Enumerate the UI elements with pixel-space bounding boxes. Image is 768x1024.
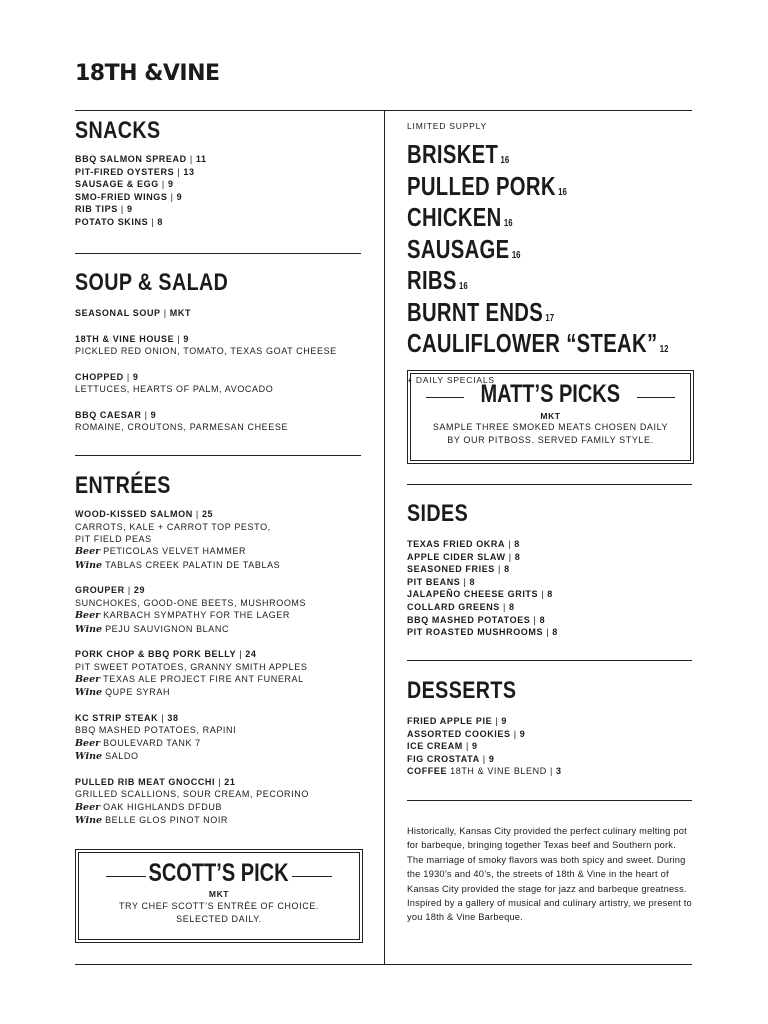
side-item [407,614,697,627]
side-item-price: 8 [552,627,558,638]
soup-salad-item-price: 9 [183,333,189,344]
beer-label: Beer [75,546,101,558]
entree-item-separator: | [124,585,134,596]
soup-salad-item-separator: | [160,308,170,318]
dessert-item-separator: | [546,766,556,777]
beer-name: PETICOLAS VELVET HAMMER [103,546,247,557]
side-item-separator: | [499,601,510,612]
soup-salad-item-separator: | [141,409,151,420]
side-item-name: BBQ MASHED POTATOES [407,614,531,625]
beer-label: Beer [75,801,101,813]
entree-item-name: GROUPER [75,585,125,596]
dessert-item-name: FIG CROSTATA [407,753,480,764]
side-item-price: 8 [469,576,476,587]
entree-item-price: 21 [224,776,236,787]
scotts-pick-line-2: SELECTED DAILY. [176,914,262,924]
soup-salad-block [75,409,365,434]
entree-item-name: WOOD-KISSED SALMON [75,509,193,519]
soup-salad-description: LETTUCES, HEARTS OF PALM, AVOCADO [75,384,274,395]
soup-salad-item-separator: | [174,333,184,344]
soup-salad-block [75,371,365,396]
matts-picks-box [407,370,694,464]
wine-name: QUPE SYRAH [105,687,171,698]
snack-item-price: 9 [176,191,183,202]
meat-item [407,139,633,174]
soup-salad-item-name: CHOPPED [75,371,124,382]
side-item-price: 8 [504,564,510,575]
entrees-list [75,508,365,827]
snack-item-price: 9 [167,179,174,190]
entree-block [75,584,365,636]
entree-description-2: PIT FIELD PEAS [75,534,152,544]
entree-block [75,508,365,572]
soup-salad-list [75,307,365,434]
entree-item-separator: | [236,649,246,660]
entree-item [75,776,365,789]
snack-item-name: BBQ SALMON SPREAD [75,154,187,164]
wine-name: PEJU SAUVIGNON BLANC [105,623,230,634]
entree-item [75,648,365,661]
entrees-section [75,472,365,839]
beer-name: OAK HIGHLANDS DFDUB [103,801,223,812]
entree-beer-pairing [75,673,365,686]
dessert-item-price: 9 [519,728,526,739]
entree-wine-pairing [75,559,365,572]
dessert-item [407,753,697,766]
soup-salad-item [75,333,365,346]
side-item-name: APPLE CIDER SLAW [407,551,506,562]
dessert-item-separator: | [479,753,489,764]
dessert-item-separator: | [492,716,502,726]
restaurant-logo: 18TH &VINE [75,61,220,86]
meat-item-price: 16 [500,155,510,166]
snack-item-name: RIB TIPS [75,204,118,215]
meat-item-name: BRISKET [407,139,499,169]
entree-item-name: PULLED RIB MEAT GNOCCHI [75,776,216,787]
snack-item-price: 9 [126,204,133,215]
side-item [407,626,697,639]
dessert-item-price: 9 [488,753,495,764]
dessert-item-separator: | [462,741,473,752]
snack-item [75,216,365,229]
side-item-price: 8 [539,614,546,625]
side-item-name: SEASONED FRIES [407,564,495,575]
desserts-title: DESSERTS [407,677,517,704]
meat-item [407,233,633,269]
wine-label: Wine [75,815,103,827]
side-item-price: 8 [509,601,515,612]
soup-salad-title: SOUP & SALAD [75,269,229,296]
meat-item-price: 16 [503,218,513,229]
entree-item-separator: | [192,509,202,519]
snack-item [75,203,365,216]
desserts-list [407,715,697,778]
divider-sides [407,660,692,661]
wine-label: Wine [75,687,103,699]
entree-description: SUNCHOKES, GOOD-ONE BEETS, MUSHROOMS [75,597,307,608]
entree-beer-pairing [75,801,365,814]
beer-label: Beer [75,737,101,749]
beer-name: TEXAS ALE PROJECT FIRE ANT FUNERAL [103,674,304,685]
soup-salad-block [75,333,365,358]
entree-description: CARROTS, KALE + CARROT TOP PESTO, [75,521,271,532]
dessert-item-name: ASSORTED COOKIES [407,728,511,739]
soup-salad-item-name: SEASONAL SOUP [75,308,161,318]
side-item-name: PIT ROASTED MUSHROOMS [407,627,544,638]
beer-name: BOULEVARD TANK 7 [103,737,201,748]
entree-wine-pairing [75,623,365,636]
scotts-pick-price: MKT [208,889,230,899]
dessert-item-note: 18TH & VINE BLEND [450,766,547,777]
dessert-item-separator: | [510,728,520,739]
soup-salad-description: ROMAINE, CROUTONS, PARMESAN CHEESE [75,422,289,433]
soup-salad-item [75,409,365,422]
entree-beer-pairing [75,609,365,622]
soup-salad-item-price: 9 [132,371,139,382]
meat-item [407,328,669,363]
side-item-separator: | [505,539,515,549]
column-divider [384,110,385,964]
wine-name: TABLAS CREEK PALATIN DE TABLAS [105,559,281,570]
entree-wine-pairing [75,750,365,763]
snacks-list [75,153,365,229]
side-item-price: 8 [514,551,521,562]
dessert-item-name: ICE CREAM [407,741,463,752]
beer-name: KARBACH SYMPATHY FOR THE LAGER [103,610,290,621]
entree-block [75,712,365,764]
entree-description: BBQ MASHED POTATOES, RAPINI [75,725,237,736]
meat-item-price: 16 [511,249,521,261]
dessert-item [407,740,697,753]
snack-item-price: 8 [157,216,163,227]
meat-item-name: BURNT ENDS [407,296,544,327]
meat-item-price: 12 [659,344,669,355]
dessert-item [407,728,697,741]
entree-item-price: 24 [245,649,257,660]
snack-item-price: 11 [195,154,207,164]
dessert-item [407,765,697,778]
snack-item-separator: | [117,204,127,215]
meat-item [407,265,633,300]
entree-block [75,648,365,700]
meat-list [407,139,697,363]
side-item-price: 8 [514,539,520,549]
entree-description: PIT SWEET POTATOES, GRANNY SMITH APPLES [75,661,308,672]
dessert-item-price: 9 [501,716,507,726]
meat-item-name: CAULIFLOWER “STEAK” [407,328,658,358]
side-item [407,563,697,576]
entree-item-separator: | [158,712,168,723]
meat-item-name: PULLED PORK [407,170,556,201]
entree-item [75,508,365,521]
side-item-separator: | [494,564,505,575]
meat-item-name: SAUSAGE [407,233,510,264]
entree-item [75,712,365,725]
dessert-item-name: FRIED APPLE PIE [407,716,493,726]
snack-item-separator: | [186,154,196,164]
divider-picks [407,484,692,485]
side-item-name: COLLARD GREENS [407,601,500,612]
soup-salad-item-name: BBQ CAESAR [75,409,142,420]
soup-salad-item [75,371,365,384]
history-paragraph: Historically, Kansas City provided the perfect culinary melting pot for barbeque, bringing together Texas beef and Southern pork. The marriage of smoky flavors was both spicy and sweet. During the 1930’s and 40’s, the streets of 18th & Vine in the heart of Kansas City provided the stage for jazz and barbeque greatness. Inspired by a gallery of musical and culinary artistry, we present to you 18th & Vine Barbeque. [407,826,692,923]
meat-item [407,296,633,332]
meat-item-price: 16 [459,281,468,292]
side-item [407,538,697,551]
snack-item-name: SMO-FRIED WINGS [75,191,168,202]
beer-label: Beer [75,610,101,622]
meat-item-price: 17 [545,312,555,324]
meat-item-name: CHICKEN [407,202,502,232]
scotts-pick-box [75,849,363,943]
snack-item-separator: | [148,216,158,227]
sides-title: SIDES [407,500,469,527]
desserts-section [407,677,697,778]
scotts-pick-line-1: TRY CHEF SCOTT’S ENTRÉE OF CHOICE. [118,901,320,911]
wine-name: SALDO [105,751,139,762]
soup-salad-section [75,269,365,447]
meat-item [407,202,633,237]
side-item-price: 8 [547,589,553,600]
dessert-item [407,715,697,728]
daily-specials-note: + DAILY SPECIALS [407,374,495,385]
snack-item [75,178,365,191]
side-item-separator: | [505,551,515,562]
meat-item-price: 16 [558,186,567,198]
entree-item-name: KC STRIP STEAK [75,712,159,723]
soup-salad-item-price: 9 [150,409,157,420]
wine-label: Wine [75,559,103,571]
snack-item-name: SAUSAGE & EGG [75,179,159,190]
entree-item-name: PORK CHOP & BBQ PORK BELLY [75,649,237,660]
snack-item [75,191,365,204]
side-item [407,601,697,614]
entree-wine-pairing [75,814,365,827]
divider-desserts [407,800,692,801]
entree-beer-pairing [75,545,365,558]
scotts-pick-title: SCOTT’S PICK [148,859,289,887]
sides-list [407,538,697,639]
meat-item [407,170,633,206]
snack-item-separator: | [167,191,177,202]
wine-name: BELLE GLOS PINOT NOIR [105,815,229,826]
matts-picks-line-2: BY OUR PITBOSS. SERVED FAMILY STYLE. [447,435,654,445]
entree-item-price: 38 [167,712,179,723]
meat-item-name: RIBS [407,265,457,295]
side-item [407,588,697,601]
entrees-title: ENTRÉES [75,472,171,499]
snacks-title: SNACKS [75,117,161,144]
snack-item-name: PIT-FIRED OYSTERS [75,166,175,177]
matts-picks-title: MATT’S PICKS [480,380,621,408]
snack-item-price: 13 [183,166,195,177]
limited-supply-label: LIMITED SUPPLY [407,121,488,131]
snacks-section [75,117,365,229]
entree-beer-pairing [75,737,365,750]
bottom-rule [75,964,692,965]
divider-snacks [75,253,361,254]
side-item-separator: | [543,627,553,638]
wine-label: Wine [75,751,103,763]
entree-block [75,776,365,828]
side-item-name: JALAPEÑO CHEESE GRITS [407,589,539,600]
entree-item-separator: | [215,776,225,787]
snack-item [75,153,365,166]
soup-salad-description: PICKLED RED ONION, TOMATO, TEXAS GOAT CHEESE [75,346,337,357]
entree-item [75,584,365,597]
entree-item-price: 25 [201,509,214,519]
side-item-name: TEXAS FRIED OKRA [407,539,506,549]
side-item [407,576,697,589]
side-item-separator: | [530,614,540,625]
dessert-item-name: COFFEE [407,766,448,777]
side-item-separator: | [460,576,470,587]
soup-salad-item-separator: | [123,371,133,382]
beer-label: Beer [75,674,101,686]
entree-item-price: 29 [133,585,146,596]
soup-salad-item-name: 18TH & VINE HOUSE [75,333,175,344]
snack-item-separator: | [174,166,184,177]
divider-soup [75,455,361,456]
matts-picks-price: MKT [540,411,561,421]
side-item [407,551,697,564]
matts-picks-line-1: SAMPLE THREE SMOKED MEATS CHOSEN DAILY [432,422,669,432]
side-item-separator: | [538,589,548,600]
soup-salad-item [75,307,365,320]
snack-item [75,166,365,179]
entree-description: GRILLED SCALLIONS, SOUR CREAM, PECORINO [75,789,309,800]
sides-section [407,500,697,639]
soup-salad-block [75,307,365,320]
dessert-item-price: 3 [555,766,562,777]
snack-item-name: POTATO SKINS [75,216,149,227]
limited-supply-section [407,121,697,385]
wine-label: Wine [75,623,103,635]
soup-salad-item-price: MKT [169,308,192,318]
snack-item-separator: | [158,179,168,190]
dessert-item-price: 9 [472,741,478,752]
side-item-name: PIT BEANS [407,576,461,587]
entree-wine-pairing [75,686,365,699]
